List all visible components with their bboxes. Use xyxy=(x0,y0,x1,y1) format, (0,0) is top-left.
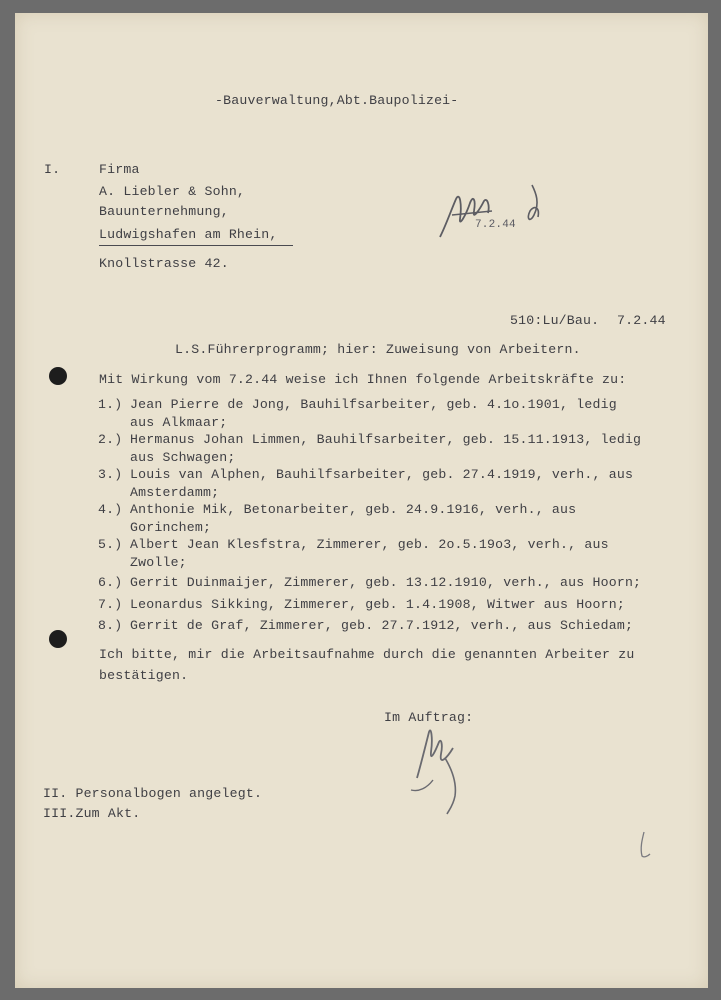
footer-line-3: III.Zum Akt. xyxy=(43,806,141,821)
worker-item xyxy=(98,617,658,635)
punch-hole-bottom xyxy=(49,630,67,648)
section-roman-1: I. xyxy=(44,162,61,177)
handwritten-signature xyxy=(405,718,475,818)
worker-text: Albert Jean Klesfstra, Zimmerer, geb. 2o.5.19o3, verh., aus Zwolle; xyxy=(130,537,609,570)
recipient-line-3: Bauunternehmung, xyxy=(99,204,229,219)
worker-item xyxy=(98,431,658,466)
worker-item xyxy=(98,466,658,501)
reference-date: 7.2.44 xyxy=(617,313,666,328)
worker-number: 7.) xyxy=(98,596,123,612)
recipient-line-5: Knollstrasse 42. xyxy=(99,256,229,271)
worker-number: 1.) xyxy=(98,397,123,412)
worker-number: 6.) xyxy=(98,575,123,590)
intro-line: Mit Wirkung vom 7.2.44 weise ich Ihnen folgende Arbeitskräfte zu: xyxy=(99,372,627,387)
worker-list xyxy=(98,396,658,635)
worker-item xyxy=(98,536,658,571)
pencil-mark xyxy=(630,828,660,862)
worker-text: Leonardus Sikking, Zimmerer, geb. 1.4.1908, Witwer aus Hoorn; xyxy=(130,596,625,612)
worker-number: 2.) xyxy=(98,432,123,447)
worker-text: Gerrit Duinmaijer, Zimmerer, geb. 13.12.1910, verh., aus Hoorn; xyxy=(130,575,642,590)
reference-code: 510:Lu/Bau. xyxy=(510,313,600,328)
handwritten-initials-signature xyxy=(432,175,552,245)
worker-text: Hermanus Johan Limmen, Bauhilfsarbeiter, geb. 15.11.1913, ledig aus Schwagen; xyxy=(130,432,642,465)
recipient-line-4: Ludwigshafen am Rhein, xyxy=(99,227,278,242)
recipient-line-2: A. Liebler & Sohn, xyxy=(99,184,246,199)
worker-number: 4.) xyxy=(98,502,123,517)
worker-item xyxy=(98,596,658,614)
request-line-1: Ich bitte, mir die Arbeitsaufnahme durch die genannten Arbeiter zu xyxy=(99,647,635,662)
worker-text: Anthonie Mik, Betonarbeiter, geb. 24.9.1916, verh., aus Gorinchem; xyxy=(130,502,577,535)
subject-line: L.S.Führerprogramm; hier: Zuweisung von Arbeitern. xyxy=(175,342,581,357)
worker-number: 3.) xyxy=(98,467,123,482)
worker-item xyxy=(98,501,658,536)
worker-item xyxy=(98,396,658,431)
recipient-underline xyxy=(99,245,293,246)
signoff-label: Im Auftrag: xyxy=(384,710,474,725)
punch-hole-top xyxy=(49,367,67,385)
recipient-line-1: Firma xyxy=(99,162,140,177)
request-line-2: bestätigen. xyxy=(99,668,189,683)
worker-text: Jean Pierre de Jong, Bauhilfsarbeiter, geb. 4.1o.1901, ledig aus Alkmaar; xyxy=(130,397,617,430)
worker-text: Louis van Alphen, Bauhilfsarbeiter, geb. 27.4.1919, verh., aus Amsterdamm; xyxy=(130,467,634,500)
worker-text: Gerrit de Graf, Zimmerer, geb. 27.7.1912, verh., aus Schiedam; xyxy=(130,618,634,633)
worker-item xyxy=(98,574,658,592)
stamp-date: 7.2.44 xyxy=(475,219,516,231)
worker-number: 5.) xyxy=(98,537,123,552)
footer-line-2: II. Personalbogen angelegt. xyxy=(43,786,263,801)
department-header: -Bauverwaltung,Abt.Baupolizei- xyxy=(215,93,459,108)
worker-number: 8.) xyxy=(98,618,123,633)
